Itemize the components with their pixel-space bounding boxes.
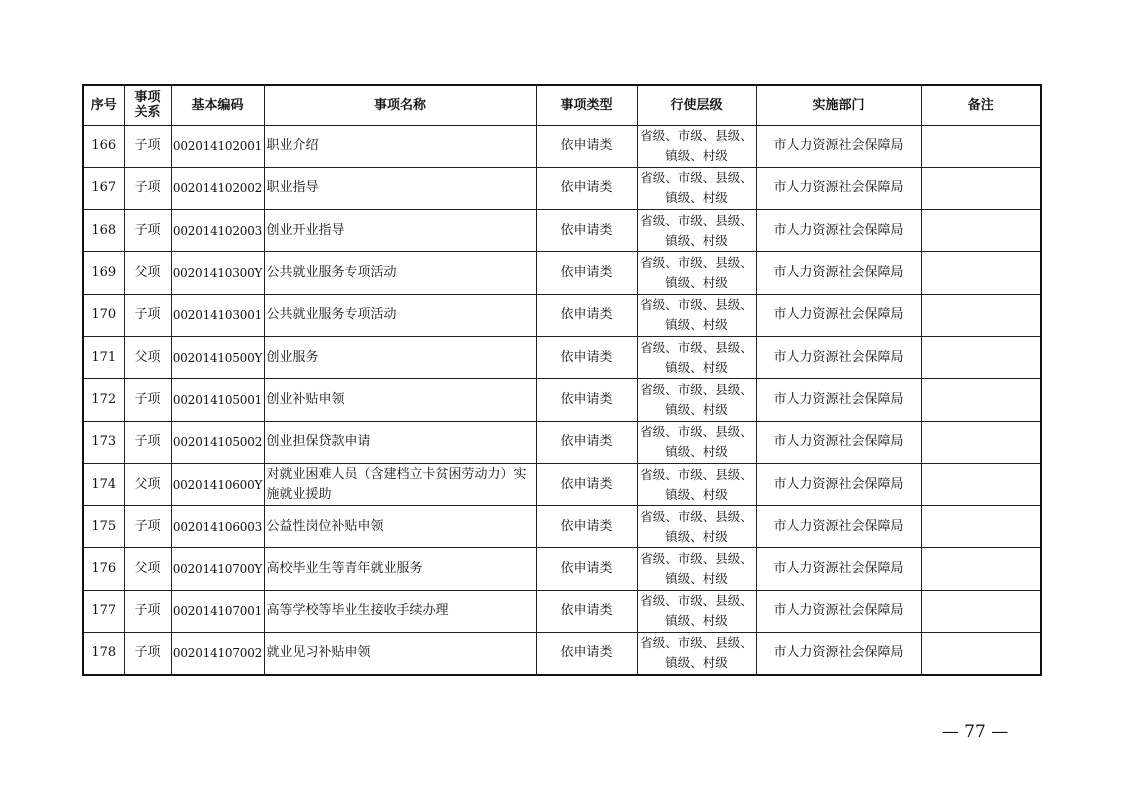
cell-level: 省级、市级、县级、镇级、村级	[637, 294, 756, 336]
cell-relation: 父项	[124, 548, 171, 590]
cell-note	[921, 125, 1041, 167]
page-number: — 77 —	[941, 722, 1009, 742]
cell-relation: 父项	[124, 252, 171, 294]
cell-seq: 170	[83, 294, 124, 336]
cell-dept: 市人力资源社会保障局	[756, 167, 921, 209]
cell-level: 省级、市级、县级、镇级、村级	[637, 336, 756, 378]
cell-level: 省级、市级、县级、镇级、村级	[637, 252, 756, 294]
cell-relation: 子项	[124, 633, 171, 675]
cell-level: 省级、市级、县级、镇级、村级	[637, 125, 756, 167]
cell-code: 00201410700Y	[171, 548, 264, 590]
cell-note	[921, 463, 1041, 505]
cell-code: 002014105002	[171, 421, 264, 463]
cell-seq: 172	[83, 379, 124, 421]
cell-code: 002014102003	[171, 210, 264, 252]
cell-code: 00201410300Y	[171, 252, 264, 294]
cell-dept: 市人力资源社会保障局	[756, 548, 921, 590]
cell-name: 公共就业服务专项活动	[264, 252, 536, 294]
header-seq: 序号	[83, 85, 124, 125]
cell-type: 依申请类	[536, 252, 637, 294]
header-dept: 实施部门	[756, 85, 921, 125]
table-row	[83, 379, 1041, 421]
cell-name: 就业见习补贴申领	[264, 633, 536, 675]
cell-level: 省级、市级、县级、镇级、村级	[637, 421, 756, 463]
cell-dept: 市人力资源社会保障局	[756, 379, 921, 421]
cell-name: 高等学校等毕业生接收手续办理	[264, 590, 536, 632]
cell-code: 002014102001	[171, 125, 264, 167]
cell-relation: 父项	[124, 463, 171, 505]
cell-relation: 子项	[124, 167, 171, 209]
cell-relation: 子项	[124, 125, 171, 167]
cell-type: 依申请类	[536, 125, 637, 167]
table-row	[83, 548, 1041, 590]
cell-relation: 子项	[124, 506, 171, 548]
cell-relation: 子项	[124, 294, 171, 336]
cell-code: 00201410500Y	[171, 336, 264, 378]
cell-note	[921, 379, 1041, 421]
cell-name: 创业开业指导	[264, 210, 536, 252]
cell-code: 00201410600Y	[171, 463, 264, 505]
cell-note	[921, 336, 1041, 378]
cell-type: 依申请类	[536, 421, 637, 463]
table-row	[83, 421, 1041, 463]
cell-dept: 市人力资源社会保障局	[756, 336, 921, 378]
cell-seq: 167	[83, 167, 124, 209]
header-type: 事项类型	[536, 85, 637, 125]
cell-seq: 166	[83, 125, 124, 167]
header-note: 备注	[921, 85, 1041, 125]
header-level: 行使层级	[637, 85, 756, 125]
cell-level: 省级、市级、县级、镇级、村级	[637, 590, 756, 632]
cell-code: 002014103001	[171, 294, 264, 336]
table-row	[83, 336, 1041, 378]
cell-seq: 175	[83, 506, 124, 548]
cell-note	[921, 252, 1041, 294]
cell-level: 省级、市级、县级、镇级、村级	[637, 463, 756, 505]
cell-dept: 市人力资源社会保障局	[756, 125, 921, 167]
header-code: 基本编码	[171, 85, 264, 125]
cell-name: 创业补贴申领	[264, 379, 536, 421]
cell-relation: 子项	[124, 379, 171, 421]
cell-type: 依申请类	[536, 294, 637, 336]
cell-dept: 市人力资源社会保障局	[756, 633, 921, 675]
table-row	[83, 506, 1041, 548]
cell-dept: 市人力资源社会保障局	[756, 590, 921, 632]
cell-seq: 168	[83, 210, 124, 252]
header-relation: 事项关系	[124, 85, 171, 125]
cell-name: 公益性岗位补贴申领	[264, 506, 536, 548]
cell-name: 对就业困难人员（含建档立卡贫困劳动力）实施就业援助	[264, 463, 536, 505]
cell-type: 依申请类	[536, 463, 637, 505]
cell-type: 依申请类	[536, 633, 637, 675]
cell-level: 省级、市级、县级、镇级、村级	[637, 548, 756, 590]
cell-relation: 父项	[124, 336, 171, 378]
cell-code: 002014105001	[171, 379, 264, 421]
cell-seq: 177	[83, 590, 124, 632]
cell-name: 职业介绍	[264, 125, 536, 167]
cell-seq: 178	[83, 633, 124, 675]
header-name: 事项名称	[264, 85, 536, 125]
cell-dept: 市人力资源社会保障局	[756, 210, 921, 252]
cell-type: 依申请类	[536, 506, 637, 548]
cell-level: 省级、市级、县级、镇级、村级	[637, 210, 756, 252]
table-row	[83, 125, 1041, 167]
cell-name: 职业指导	[264, 167, 536, 209]
cell-dept: 市人力资源社会保障局	[756, 506, 921, 548]
cell-type: 依申请类	[536, 590, 637, 632]
cell-dept: 市人力资源社会保障局	[756, 252, 921, 294]
table-row	[83, 252, 1041, 294]
table-row	[83, 590, 1041, 632]
cell-seq: 169	[83, 252, 124, 294]
cell-dept: 市人力资源社会保障局	[756, 294, 921, 336]
cell-type: 依申请类	[536, 379, 637, 421]
cell-level: 省级、市级、县级、镇级、村级	[637, 379, 756, 421]
cell-code: 002014107001	[171, 590, 264, 632]
cell-note	[921, 548, 1041, 590]
cell-relation: 子项	[124, 210, 171, 252]
cell-type: 依申请类	[536, 167, 637, 209]
cell-name: 高校毕业生等青年就业服务	[264, 548, 536, 590]
cell-code: 002014107002	[171, 633, 264, 675]
cell-code: 002014106003	[171, 506, 264, 548]
cell-type: 依申请类	[536, 336, 637, 378]
table-row	[83, 633, 1041, 675]
cell-seq: 171	[83, 336, 124, 378]
table-row	[83, 167, 1041, 209]
cell-code: 002014102002	[171, 167, 264, 209]
cell-note	[921, 294, 1041, 336]
table-row	[83, 463, 1041, 505]
table-body	[83, 125, 1041, 675]
cell-relation: 子项	[124, 590, 171, 632]
cell-note	[921, 633, 1041, 675]
cell-dept: 市人力资源社会保障局	[756, 463, 921, 505]
cell-seq: 176	[83, 548, 124, 590]
cell-note	[921, 421, 1041, 463]
table-row	[83, 210, 1041, 252]
cell-name: 创业服务	[264, 336, 536, 378]
cell-type: 依申请类	[536, 548, 637, 590]
cell-note	[921, 506, 1041, 548]
cell-relation: 子项	[124, 421, 171, 463]
table-header-row	[83, 85, 1041, 125]
cell-level: 省级、市级、县级、镇级、村级	[637, 167, 756, 209]
cell-note	[921, 167, 1041, 209]
cell-type: 依申请类	[536, 210, 637, 252]
cell-level: 省级、市级、县级、镇级、村级	[637, 633, 756, 675]
cell-note	[921, 590, 1041, 632]
cell-seq: 174	[83, 463, 124, 505]
cell-dept: 市人力资源社会保障局	[756, 421, 921, 463]
table-row	[83, 294, 1041, 336]
cell-name: 创业担保贷款申请	[264, 421, 536, 463]
cell-seq: 173	[83, 421, 124, 463]
cell-name: 公共就业服务专项活动	[264, 294, 536, 336]
cell-level: 省级、市级、县级、镇级、村级	[637, 506, 756, 548]
cell-note	[921, 210, 1041, 252]
items-table	[82, 84, 1042, 676]
